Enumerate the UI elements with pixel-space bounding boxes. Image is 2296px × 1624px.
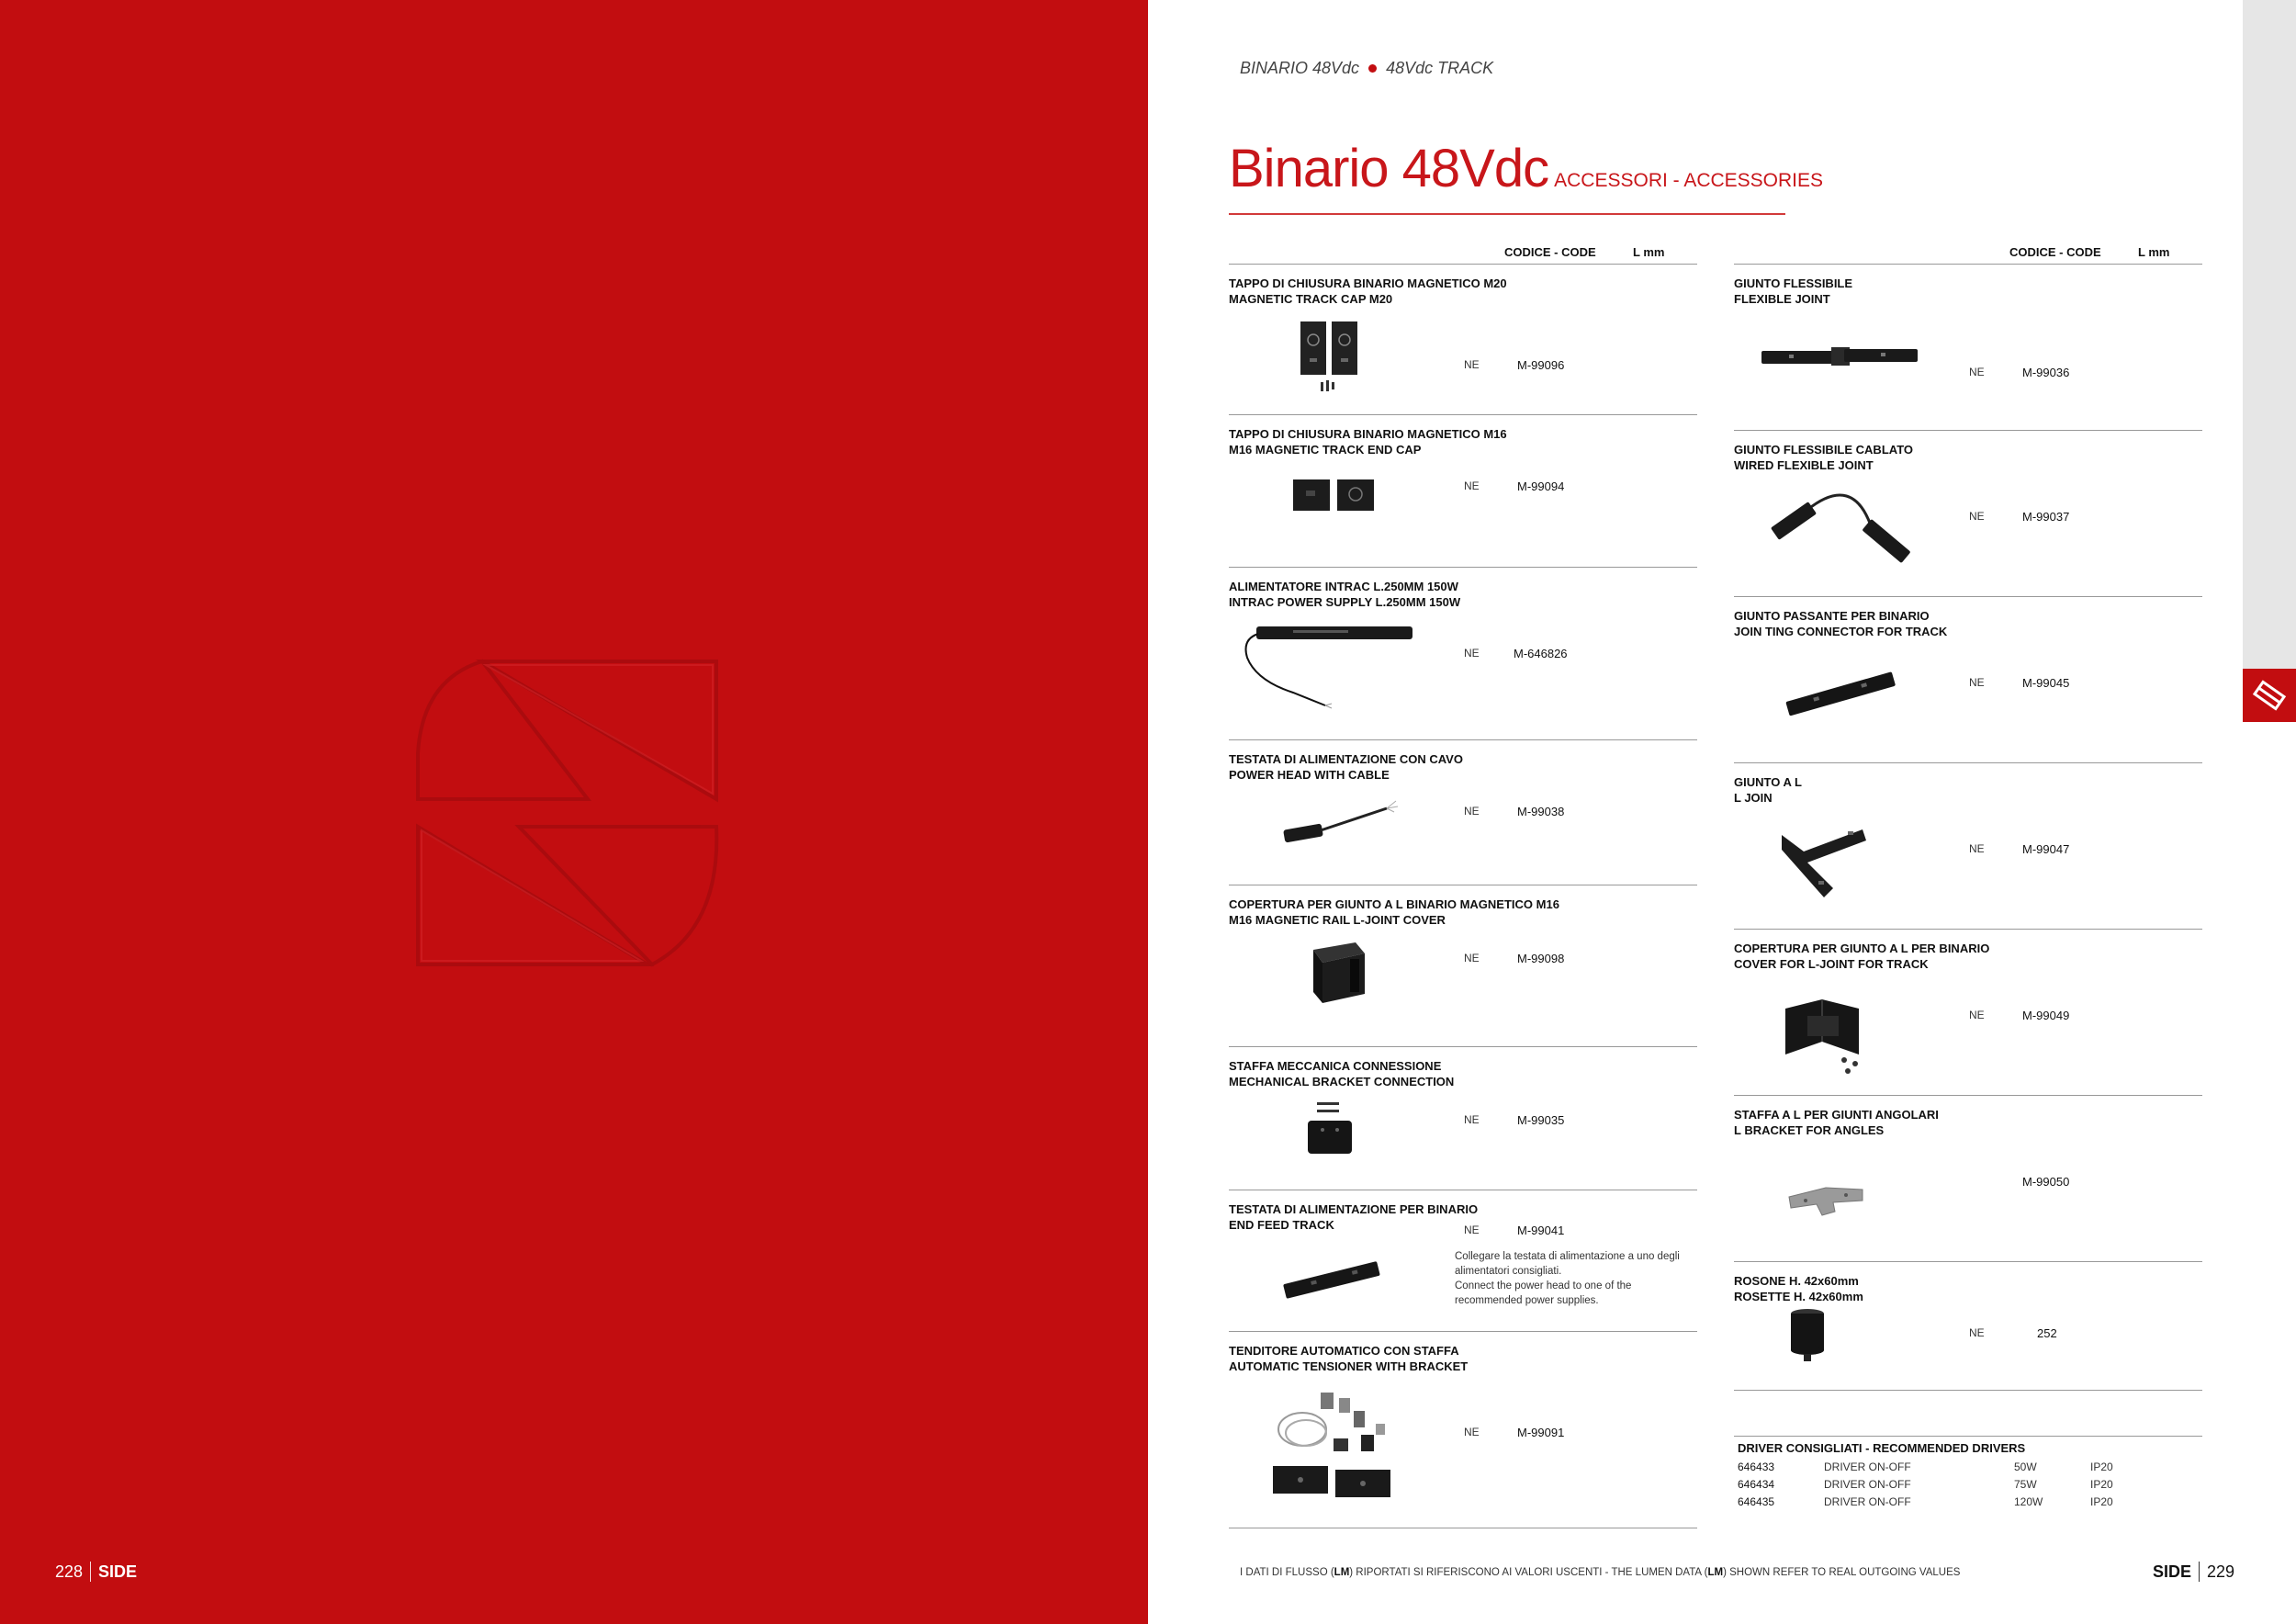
product-name: TESTATA DI ALIMENTAZIONE CON CAVO POWER HEAD WITH CABLE: [1229, 752, 1463, 782]
header-length: L mm: [2138, 245, 2170, 259]
product-code: M-99041: [1517, 1224, 1565, 1237]
product-row: [1229, 1332, 1697, 1528]
driver-ip: IP20: [2090, 1495, 2113, 1508]
driver-ip: IP20: [2090, 1478, 2113, 1491]
side-logo-emboss-icon: [404, 652, 726, 974]
title-main: Binario 48Vdc: [1229, 139, 1549, 198]
drivers-title: DRIVER CONSIGLIATI - RECOMMENDED DRIVERS: [1738, 1441, 2026, 1455]
page-title: [1229, 138, 1823, 199]
product-name: COPERTURA PER GIUNTO A L BINARIO MAGNETICO M16 M16 MAGNETIC RAIL L-JOINT COVER: [1229, 897, 1559, 927]
driver-ip: IP20: [2090, 1460, 2113, 1473]
product-code: M-99037: [2022, 510, 2070, 524]
product-row: [1229, 415, 1697, 568]
driver-watt: 75W: [2014, 1478, 2037, 1491]
footer-separator: [2199, 1562, 2200, 1582]
recommended-drivers-table: [1734, 1436, 2202, 1511]
product-name: COPERTURA PER GIUNTO A L PER BINARIO COVER FOR L-JOINT FOR TRACK: [1734, 942, 1990, 971]
header-code: CODICE - CODE: [1504, 245, 1596, 259]
breadcrumb: [1240, 59, 1493, 78]
product-color: NE: [1464, 805, 1480, 818]
product-row: [1229, 265, 1697, 415]
title-sub: ACCESSORI - ACCESSORIES: [1554, 170, 1824, 191]
table-row: [1734, 1459, 2202, 1476]
product-color: NE: [1464, 1224, 1480, 1236]
l-joint-cover-icon: [1266, 939, 1403, 1021]
end-cap-icon: [1266, 470, 1403, 553]
product-name: TAPPO DI CHIUSURA BINARIO MAGNETICO M16 M16 MAGNETIC TRACK END CAP: [1229, 427, 1507, 457]
breadcrumb-part2: 48Vdc TRACK: [1386, 59, 1494, 77]
product-name: TENDITORE AUTOMATICO CON STAFFA AUTOMATIC TENSIONER WITH BRACKET: [1229, 1344, 1469, 1373]
product-code: M-99091: [1517, 1426, 1565, 1439]
driver-type: DRIVER ON-OFF: [1824, 1495, 1911, 1508]
product-name: TAPPO DI CHIUSURA BINARIO MAGNETICO M20 MAGNETIC TRACK CAP M20: [1229, 276, 1507, 306]
product-name: ALIMENTATORE INTRAC L.250MM 150W INTRAC POWER SUPPLY L.250MM 150W: [1229, 580, 1461, 609]
left-footer: [55, 1562, 137, 1582]
header-length: L mm: [1633, 245, 1665, 259]
product-row: [1734, 763, 2202, 930]
product-column-right: [1734, 241, 2202, 1391]
product-code: M-99036: [2022, 366, 2070, 379]
end-feed-icon: [1266, 1246, 1403, 1328]
product-code: M-99050: [2022, 1175, 2070, 1189]
column-header: [1734, 241, 2202, 265]
product-row: [1734, 597, 2202, 763]
product-column-left: [1229, 241, 1697, 1528]
product-code: M-99094: [1517, 479, 1565, 493]
driver-code: 646435: [1738, 1495, 1775, 1508]
breadcrumb-dot-icon: [1368, 64, 1377, 73]
driver-watt: 50W: [2014, 1460, 2037, 1473]
product-color: NE: [1464, 358, 1480, 371]
product-row: [1734, 1096, 2202, 1262]
product-color: NE: [1969, 842, 1985, 855]
driver-type: DRIVER ON-OFF: [1824, 1478, 1911, 1491]
product-name: STAFFA A L PER GIUNTI ANGOLARI L BRACKET FOR ANGLES: [1734, 1108, 1939, 1137]
title-rule: [1229, 213, 1785, 215]
product-color: NE: [1464, 479, 1480, 492]
product-note: Collegare la testata di alimentazione a uno degli alimentatori consigliati. Connect the power head to one of the recommended power supplies.: [1455, 1251, 1680, 1306]
joining-connector-icon: [1767, 656, 1923, 729]
driver-watt: 120W: [2014, 1495, 2043, 1508]
brand-name: SIDE: [2153, 1562, 2192, 1581]
product-color: NE: [1464, 647, 1480, 660]
driver-code: 646433: [1738, 1460, 1775, 1473]
side-index-strip: [2243, 0, 2296, 680]
product-code: M-646826: [1514, 647, 1568, 660]
breadcrumb-part1: BINARIO 48Vdc: [1240, 59, 1360, 77]
track-cap-icon: [1266, 320, 1403, 402]
footer-separator: [90, 1562, 91, 1582]
l-bracket-icon: [1780, 1164, 1899, 1228]
product-code: M-99096: [1517, 358, 1565, 372]
product-code: 252: [2037, 1326, 2057, 1340]
page-number: 229: [2207, 1562, 2235, 1581]
product-row: [1734, 431, 2202, 597]
product-color: NE: [1969, 1009, 1985, 1021]
column-header: [1229, 241, 1697, 265]
l-cover-icon: [1767, 981, 1905, 1082]
product-color: NE: [1464, 1113, 1480, 1126]
brand-name: SIDE: [98, 1562, 138, 1581]
product-name: GIUNTO PASSANTE PER BINARIO JOIN TING CONNECTOR FOR TRACK: [1734, 609, 1948, 638]
product-code: M-99045: [2022, 676, 2070, 690]
page-number: 228: [55, 1562, 84, 1581]
product-code: M-99049: [2022, 1009, 2070, 1022]
product-row: [1734, 930, 2202, 1096]
product-color: NE: [1464, 952, 1480, 964]
product-row: [1734, 265, 2202, 431]
table-row: [1734, 1476, 2202, 1494]
driver-code: 646434: [1738, 1478, 1775, 1491]
product-code: M-99098: [1517, 952, 1565, 965]
power-supply-icon: [1238, 621, 1422, 722]
product-row: [1229, 740, 1697, 885]
product-color: NE: [1969, 676, 1985, 689]
track-section-icon: [2251, 677, 2288, 714]
rosette-icon: [1771, 1306, 1881, 1370]
flexible-joint-icon: [1752, 333, 1927, 388]
product-name: GIUNTO FLESSIBILE CABLATO WIRED FLEXIBLE JOINT: [1734, 443, 1914, 472]
tensioner-kit-icon: [1266, 1383, 1412, 1512]
power-head-icon: [1266, 788, 1412, 871]
product-color: NE: [1969, 1326, 1985, 1339]
header-code: CODICE - CODE: [2009, 245, 2101, 259]
product-row: [1229, 1190, 1697, 1332]
product-color: NE: [1969, 510, 1985, 523]
wired-joint-icon: [1752, 482, 1936, 583]
product-row: [1229, 568, 1697, 740]
product-row: [1229, 885, 1697, 1047]
product-row: [1229, 1047, 1697, 1190]
right-footer: [2153, 1562, 2234, 1582]
product-code: M-99035: [1517, 1113, 1565, 1127]
bracket-icon: [1266, 1099, 1403, 1181]
product-name: STAFFA MECCANICA CONNESSIONE MECHANICAL BRACKET CONNECTION: [1229, 1059, 1455, 1088]
product-code: M-99038: [1517, 805, 1565, 818]
product-name: GIUNTO A L L JOIN: [1734, 775, 1802, 805]
table-row: [1734, 1494, 2202, 1511]
l-join-icon: [1767, 815, 1914, 916]
lumen-footnote: I DATI DI FLUSSO (LM) RIPORTATI SI RIFERISCONO AI VALORI USCENTI - THE LUMEN DATA (LM) SHOWN REFER TO REAL OUTGOING VALUES: [1240, 1567, 1961, 1578]
product-name: ROSONE H. 42x60mm ROSETTE H. 42x60mm: [1734, 1274, 1863, 1303]
product-color: NE: [1969, 366, 1985, 378]
product-name: GIUNTO FLESSIBILE FLEXIBLE JOINT: [1734, 276, 1853, 306]
product-name: TESTATA DI ALIMENTAZIONE PER BINARIO END FEED TRACK: [1229, 1202, 1479, 1232]
product-code: M-99047: [2022, 842, 2070, 856]
driver-type: DRIVER ON-OFF: [1824, 1460, 1911, 1473]
section-tab[interactable]: [2243, 669, 2296, 722]
product-color: NE: [1464, 1426, 1480, 1438]
product-row: [1734, 1262, 2202, 1391]
